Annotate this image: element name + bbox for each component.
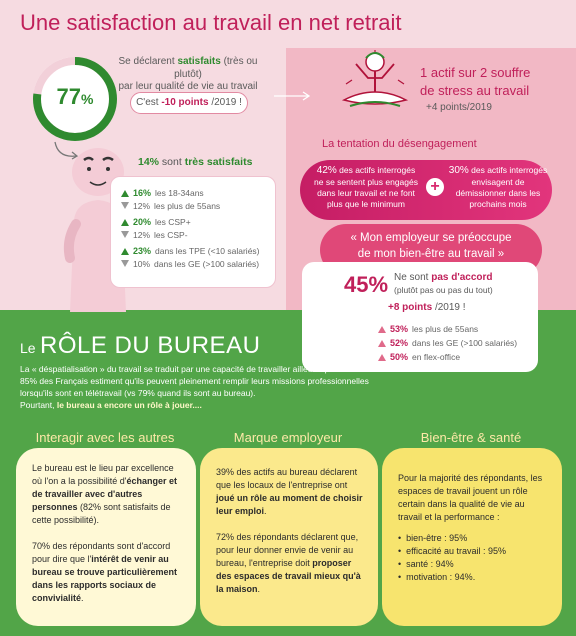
interact-text: Le bureau est le lieu par excellence où l'on a la possibilité d'échanger et de travailler avec d'autres personnes (82% sont satisfaits de cette possibilité). 70% des répondants sont d'accord pour dire que l'intérêt de venir au bureau se trouve particulièrement dans les rapports sociaux de convivialité. bbox=[32, 463, 178, 604]
bureau-title: Le RÔLE DU BUREAU bbox=[20, 332, 261, 359]
satisfied-description: Se déclarent satisfaits (très ou plutôt) par leur qualité de vie au travail bbox=[118, 56, 258, 92]
page-title: Une satisfaction au travail en net retrait bbox=[20, 10, 402, 35]
list-item: 20% les CSP+ bbox=[121, 216, 271, 229]
up-arrow-icon bbox=[121, 248, 129, 255]
gauge-value: 77% bbox=[56, 84, 94, 109]
breakdown-card bbox=[110, 176, 276, 288]
stress-change: +4 points/2019 bbox=[426, 102, 492, 113]
list-item: 52% dans les GE (>100 salariés) bbox=[378, 336, 528, 350]
interact-card bbox=[16, 448, 196, 626]
employer-pct: 45% bbox=[344, 272, 389, 297]
list-item: 12% les plus de 55ans bbox=[121, 200, 271, 213]
employer-list bbox=[378, 322, 528, 364]
bureau-intro: La « déspatialisation » du travail se traduit par une capacité de travailler ailleurs qu'au bureau : 85% des Français estiment qu'ils peuvent pleinement remplir leurs missions professionnelles lorsqu'ils sont en télétravail (vs 79% quand ils sont au bureau). Pourtant, le bureau a encore un rôle à jouer.... bbox=[20, 364, 377, 410]
disengaged-stat: 42% des actifs interrogés ne se sentent plus engagés dans leur travail et ne font plus que le minimum bbox=[314, 165, 418, 210]
wellbeing-list bbox=[398, 532, 550, 584]
column-heading-employer-brand: Marque employeur bbox=[233, 430, 343, 445]
right-arrow-icon bbox=[272, 90, 312, 102]
employer-change: +8 points /2019 ! bbox=[388, 302, 466, 313]
list-item: 50% en flex-office bbox=[378, 350, 528, 364]
down-arrow-icon bbox=[121, 202, 129, 209]
column-heading-interact: Interagir avec les autres bbox=[35, 430, 175, 445]
column-heading-wellbeing: Bien-être & santé bbox=[420, 430, 522, 445]
up-arrow-icon bbox=[378, 354, 386, 361]
up-arrow-icon bbox=[121, 219, 129, 226]
down-arrow-icon bbox=[121, 260, 129, 267]
breakdown-list bbox=[121, 187, 271, 270]
plus-icon: + bbox=[426, 178, 444, 196]
list-item: 53% les plus de 55ans bbox=[378, 322, 528, 336]
wellbeing-card bbox=[382, 448, 562, 626]
employer-quote: « Mon employeur se préoccupe de mon bien-être au travail » bbox=[350, 232, 512, 261]
down-arrow-icon bbox=[121, 231, 129, 238]
stress-headline: 1 actif sur 2 souffre de stress au travail bbox=[420, 65, 531, 98]
decline-pill: C'est -10 points /2019 ! bbox=[130, 92, 248, 114]
stressed-person-icon bbox=[336, 50, 414, 114]
employer-brand-text: 39% des actifs au bureau déclarent que les locaux de l'entreprise ont joué un rôle au moment de choisir leur emploi. 72% des répondants déclarent que, pour leur donner envie de venir au bureau, l'entreprise doit proposer des espaces de travail mieux qu'à la maison. bbox=[216, 467, 363, 595]
list-item: 23% dans les TPE (<10 salariés) bbox=[121, 245, 271, 258]
list-item: • efficacité au travail : 95% bbox=[398, 546, 507, 557]
list-item: 12% les CSP- bbox=[121, 229, 271, 242]
list-item: • santé : 94% bbox=[398, 559, 454, 570]
very-satisfied-line: 14% sont très satisfaits bbox=[138, 156, 253, 168]
list-item: 10% dans les GE (>100 salariés) bbox=[121, 258, 271, 271]
list-item: • bien-être : 95% bbox=[398, 533, 468, 544]
disengagement-title: La tentation du désengagement bbox=[322, 138, 477, 150]
up-arrow-icon bbox=[121, 190, 129, 197]
resign-stat: 30% des actifs interrogés envisagent de démissionner dans les prochains mois bbox=[448, 165, 548, 210]
employer-brand-card bbox=[200, 448, 378, 626]
not-agree-text: Ne sont pas d'accord (plutôt pas ou pas du tout) bbox=[394, 272, 493, 295]
up-arrow-icon bbox=[378, 340, 386, 347]
list-item: 16% les 18-34ans bbox=[121, 187, 271, 200]
wellbeing-text: Pour la majorité des répondants, les espaces de travail jouent un rôle certain dans la qualité de vie au travail et la performance : • bien-être : 95% • efficacité au travail : 95% • santé : 94% • motivation : 94%. bbox=[398, 472, 550, 584]
list-item: • motivation : 94%. bbox=[398, 572, 476, 583]
up-arrow-icon bbox=[378, 326, 386, 333]
